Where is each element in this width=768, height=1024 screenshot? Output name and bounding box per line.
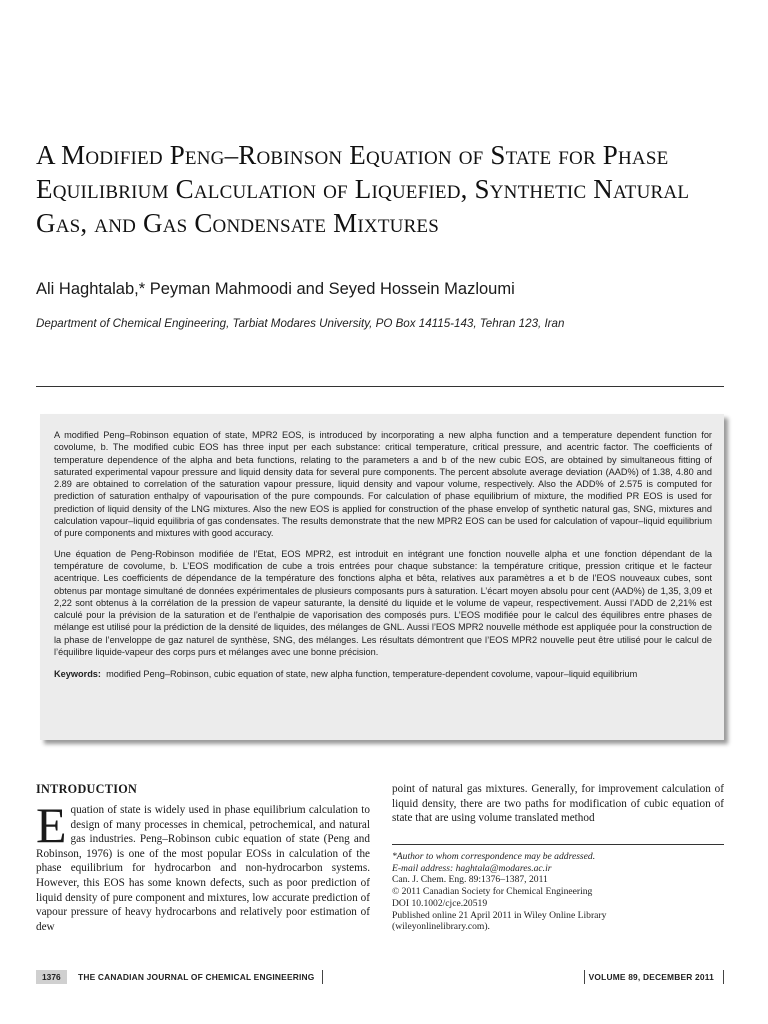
page-footer [36, 968, 724, 986]
keywords-text: modified Peng–Robinson, cubic equation of state, new alpha function, temperature-dependent covolume, vapour–liquid equilibrium [106, 669, 638, 680]
author-list: Ali Haghtalab,* Peyman Mahmoodi and Seyed Hossein Mazloumi [36, 280, 515, 298]
introduction-heading: INTRODUCTION [36, 782, 138, 796]
introduction-text: quation of state is widely used in phase equilibrium calculation to design of many processes in chemical, petrochemical, and natural gas industries. Peng–Robinson cubic equation of state (Peng and Robinson, 1976) is one of the most popular EOSs in calculation of the phase equilibrium for hydrocarbon and non-hydrocarbon systems. However, this EOS has some known defects, such as poor prediction of liquid density of pure component and mixtures, low accurate prediction of vapour pressure of heavy hydrocarbons and relatively poor estimation of dew [36, 804, 370, 933]
article-title: A Modified Peng–Robinson Equation of State for Phase Equilibrium Calculation of Liquefied, Synthetic Natural Gas, and Gas Condensate Mixtures [36, 140, 690, 238]
right-column [392, 782, 724, 826]
doi-line: DOI 10.1002/cjce.20519 [392, 897, 488, 909]
affiliation: Department of Chemical Engineering, Tarbiat Modares University, PO Box 14115-143, Tehran 123, Iran [36, 317, 565, 330]
library-link: (wileyonlinelibrary.com). [392, 921, 490, 933]
keywords-line [54, 668, 712, 680]
volume-info: VOLUME 89, DECEMBER 2011 [588, 972, 714, 982]
page-number: 1376 [36, 970, 67, 984]
introduction-continued: point of natural gas mixtures. Generally, for improvement calculation of liquid density, there are two paths for modification of cubic equation of state that are using volume translated method [392, 783, 724, 825]
abstract-french: Une équation de Peng-Robinson modifiée de l’Etat, EOS MPR2, est introduit en intégrant une fonction nouvelle alpha et une fonction dépendant de la température de covolume, b. L’EOS modification de cube a trois entrées pour chaque substance: la température critique, pression critique et le facteur acentrique. Les coefficients de dépendance de la température des fonctions alpha et bêta, relatives aux paramètres a et b de l’EOS nouveaux cubes, sont obtenus par montage simultané de données expérimentales de plusieurs composants purs à saturation. L’écart moyen absolu pour cent (AAD%) de 1,35, 3,09 et 2,22 sont obtenus à la corrélation de la pression de vapeur saturante, la densité du liquide et le volume de vapeur, respectivement. Aussi l’ADD de 2,21% est calculé pour la prévision de la saturation et de l’enthalpie de vaporisation des composés purs. L’EOS modifiée pour le calcul des équilibres entre phases de mélange est utilisé pour la prédiction de la densité de liquides, des mélanges de GNL. Aussi l’EOS MPR2 nouvelle méthode est appliquée pour la construction de la phase de l’enveloppe de gaz naturel de synthèse, SNG, des mélanges. Les résultats démontrent que l’EOS MPR2 nouvelle peut être utilisé pour le calcul de l’équilibre liquide-vapeur des corps purs et mélanges avec une bonne précision. [54, 548, 712, 658]
correspondence-footnote [392, 844, 724, 933]
left-column [36, 782, 370, 934]
email-address: E-mail address: haghtala@modares.ac.ir [392, 862, 552, 874]
drop-cap: E [36, 797, 67, 853]
citation-line: Can. J. Chem. Eng. 89:1376–1387, 2011 [392, 874, 548, 886]
correspondence-note: *Author to whom correspondence may be addressed. [392, 851, 596, 862]
journal-name: THE CANADIAN JOURNAL OF CHEMICAL ENGINEERING [78, 972, 315, 982]
header-divider [36, 386, 724, 387]
footer-separator [584, 970, 585, 984]
footer-separator [322, 970, 323, 984]
introduction-paragraph [36, 797, 370, 934]
published-line: Published online 21 April 2011 in Wiley Online Library [392, 909, 607, 921]
abstract-box [40, 414, 724, 740]
keywords-label: Keywords: [54, 669, 101, 680]
abstract-english: A modified Peng–Robinson equation of state, MPR2 EOS, is introduced by incorporating a new alpha function and a temperature dependent function for covolume, b. The modified cubic EOS has three input per each substance: critical temperature, critical pressure, and acentric factor. The coefficients of temperature dependence of the alpha and beta functions, relating to the parameters a and b of the new cubic EOS, are obtained by simultaneous fitting of saturated experimental vapour pressure and liquid density data for several pure components. The percent absolute average deviation (AAD%) of 1.38, 4.80 and 2.89 are obtained to correlation of the saturation vapour pressure, liquid density and vapour volume, respectively. Also the ADD% of 2.575 is computed for prediction of saturation enthalpy of vapourisation of the pure compounds. For calculation of phase equilibrium of mixture, the modified PR EOS is used for prediction of liquid density of the LNG mixtures. Also the new EOS is applied for construction of the phase envelop of synthetic natural gas, SNG, mixtures and calculation vapour–liquid equilibria of gas condensates. The results demonstrate that the new MPR2 EOS can be used for calculation of vapour–liquid equilibrium of pure components and mixtures with good accuracy. [54, 430, 712, 539]
copyright-line: © 2011 Canadian Society for Chemical Engineering [392, 886, 593, 898]
footer-separator [723, 970, 724, 984]
